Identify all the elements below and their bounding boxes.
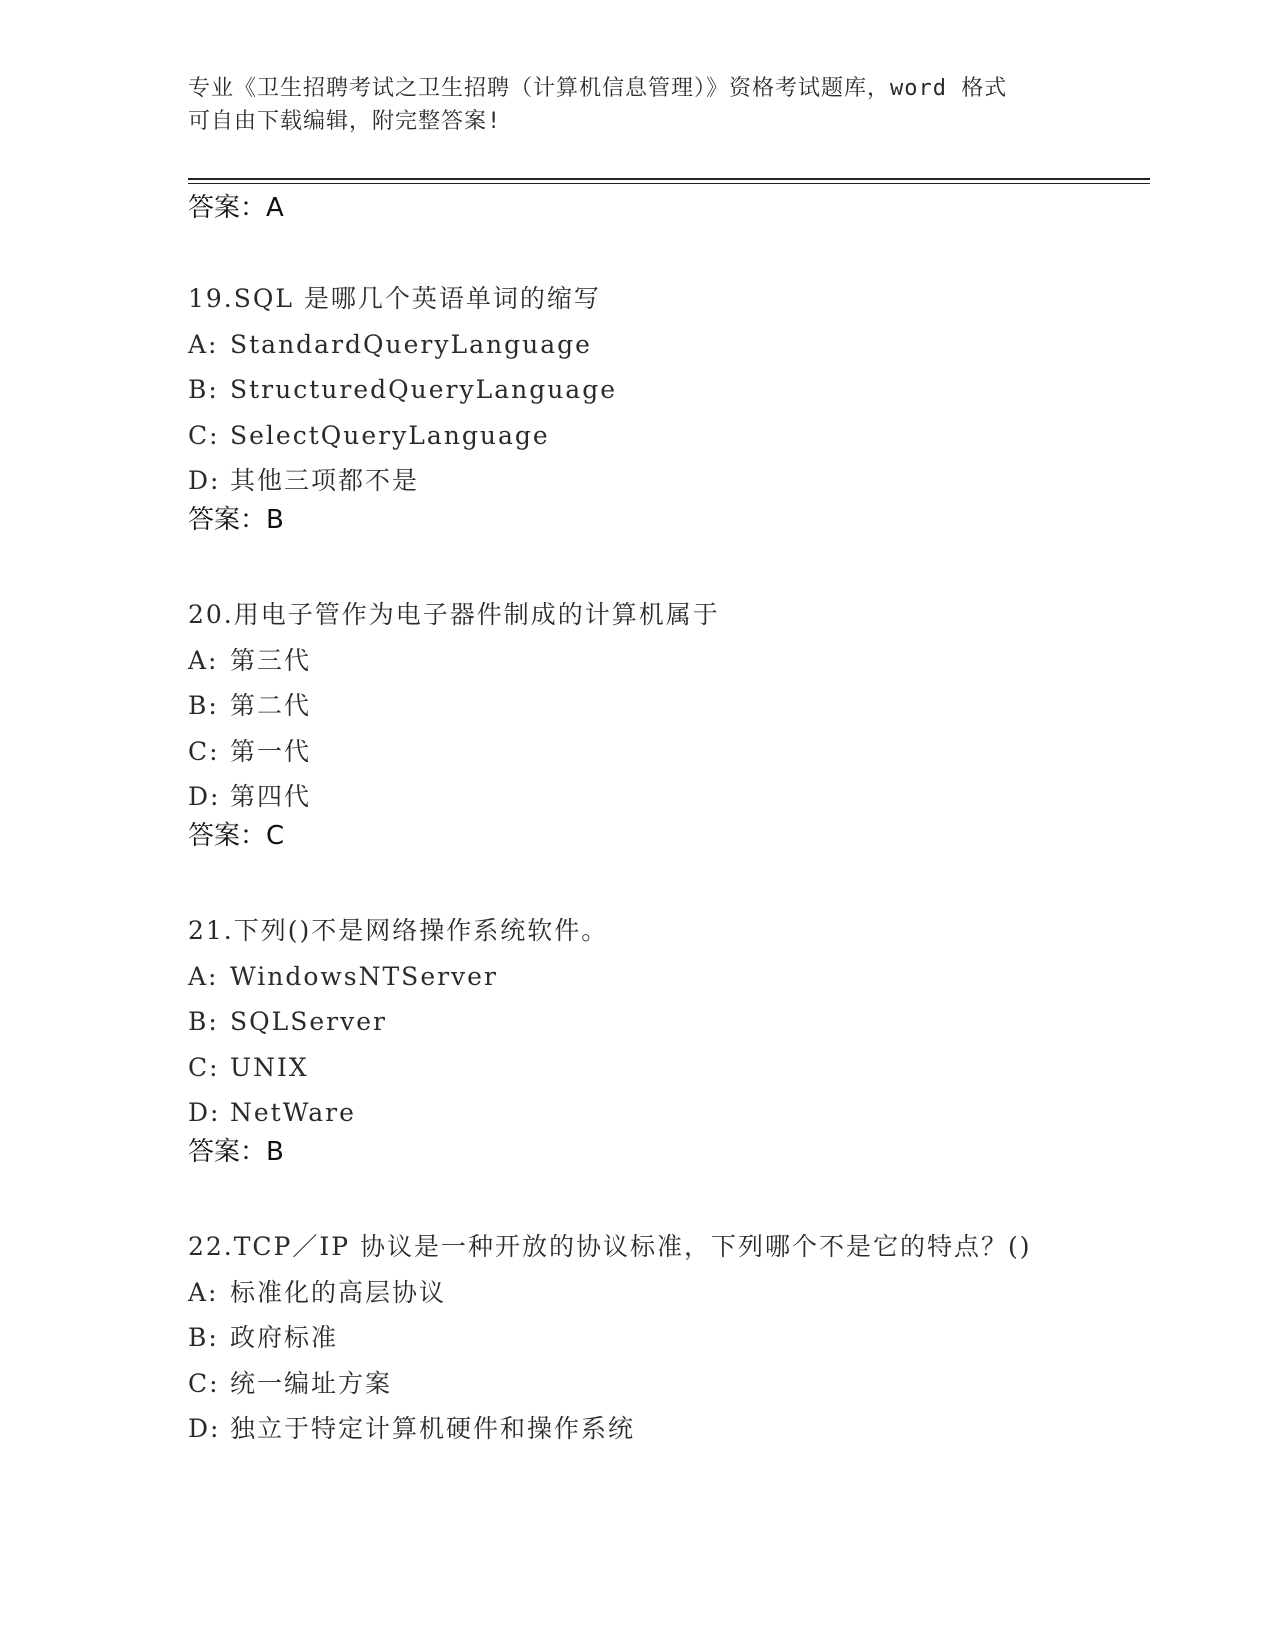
question-stem: 19.SQL 是哪几个英语单词的缩写 [188, 284, 601, 313]
option-label: B: [188, 691, 219, 720]
option-text: StructuredQueryLanguage [230, 375, 618, 404]
option-text: 标准化的高层协议 [230, 1277, 447, 1307]
header-line-1: 专业《卫生招聘考试之卫生招聘（计算机信息管理）》资格考试题库，word 格式 [188, 76, 1008, 101]
option-a [188, 954, 1148, 1000]
option-a [188, 638, 1148, 684]
option-text: NetWare [230, 1098, 356, 1127]
option-d [188, 774, 1148, 820]
option-d [188, 458, 1148, 504]
question-stem: 20.用电子管作为电子器件制成的计算机属于 [188, 600, 720, 629]
option-d [188, 1406, 1148, 1452]
option-label: A: [188, 961, 219, 991]
header-line-2: 可自由下载编辑，附完整答案! [188, 109, 502, 134]
option-text: StandardQueryLanguage [230, 329, 592, 359]
option-label: C: [188, 1052, 220, 1082]
option-label: B: [188, 1007, 219, 1036]
option-label: B: [188, 375, 219, 404]
question-22 [188, 1224, 1148, 1452]
answer-20: 答案：C [188, 821, 285, 851]
answer-previous: 答案：A [188, 193, 284, 223]
document-header [188, 72, 1068, 138]
header-divider-thick [188, 178, 1150, 180]
option-text: UNIX [230, 1052, 309, 1082]
option-text: 其他三项都不是 [230, 466, 420, 495]
option-c [188, 729, 1148, 775]
option-label: C: [188, 420, 220, 450]
option-text: 第三代 [230, 645, 312, 675]
option-text: 政府标准 [230, 1323, 339, 1352]
option-label: D: [188, 1098, 221, 1127]
option-text: 第四代 [230, 782, 312, 811]
question-19 [188, 276, 1148, 504]
question-stem: 22.TCP／IP 协议是一种开放的协议标准，下列哪个不是它的特点？() [188, 1232, 1032, 1261]
answer-21: 答案：B [188, 1137, 284, 1167]
option-text: 第一代 [230, 736, 312, 766]
option-b [188, 999, 1148, 1045]
option-a [188, 1270, 1148, 1316]
option-label: C: [188, 1368, 220, 1398]
answer-19: 答案：B [188, 505, 284, 535]
option-label: C: [188, 736, 220, 766]
option-text: SQLServer [230, 1007, 387, 1036]
option-text: 独立于特定计算机硬件和操作系统 [230, 1414, 636, 1443]
option-label: A: [188, 1277, 219, 1307]
option-label: D: [188, 466, 221, 495]
option-text: 统一编址方案 [230, 1368, 393, 1398]
option-c [188, 413, 1148, 459]
option-d [188, 1090, 1148, 1136]
option-b [188, 683, 1148, 729]
option-label: A: [188, 329, 219, 359]
option-label: D: [188, 1414, 221, 1443]
question-stem: 21.下列()不是网络操作系统软件。 [188, 916, 609, 945]
question-20 [188, 592, 1148, 820]
option-text: 第二代 [230, 691, 312, 720]
option-a [188, 322, 1148, 368]
option-c [188, 1361, 1148, 1407]
option-text: WindowsNTServer [230, 961, 498, 991]
option-text: SelectQueryLanguage [230, 420, 550, 450]
option-label: A: [188, 645, 219, 675]
option-label: D: [188, 782, 221, 811]
option-c [188, 1045, 1148, 1091]
question-21 [188, 908, 1148, 1136]
option-b [188, 1315, 1148, 1361]
option-label: B: [188, 1323, 219, 1352]
option-b [188, 367, 1148, 413]
header-divider-thin [188, 183, 1150, 184]
